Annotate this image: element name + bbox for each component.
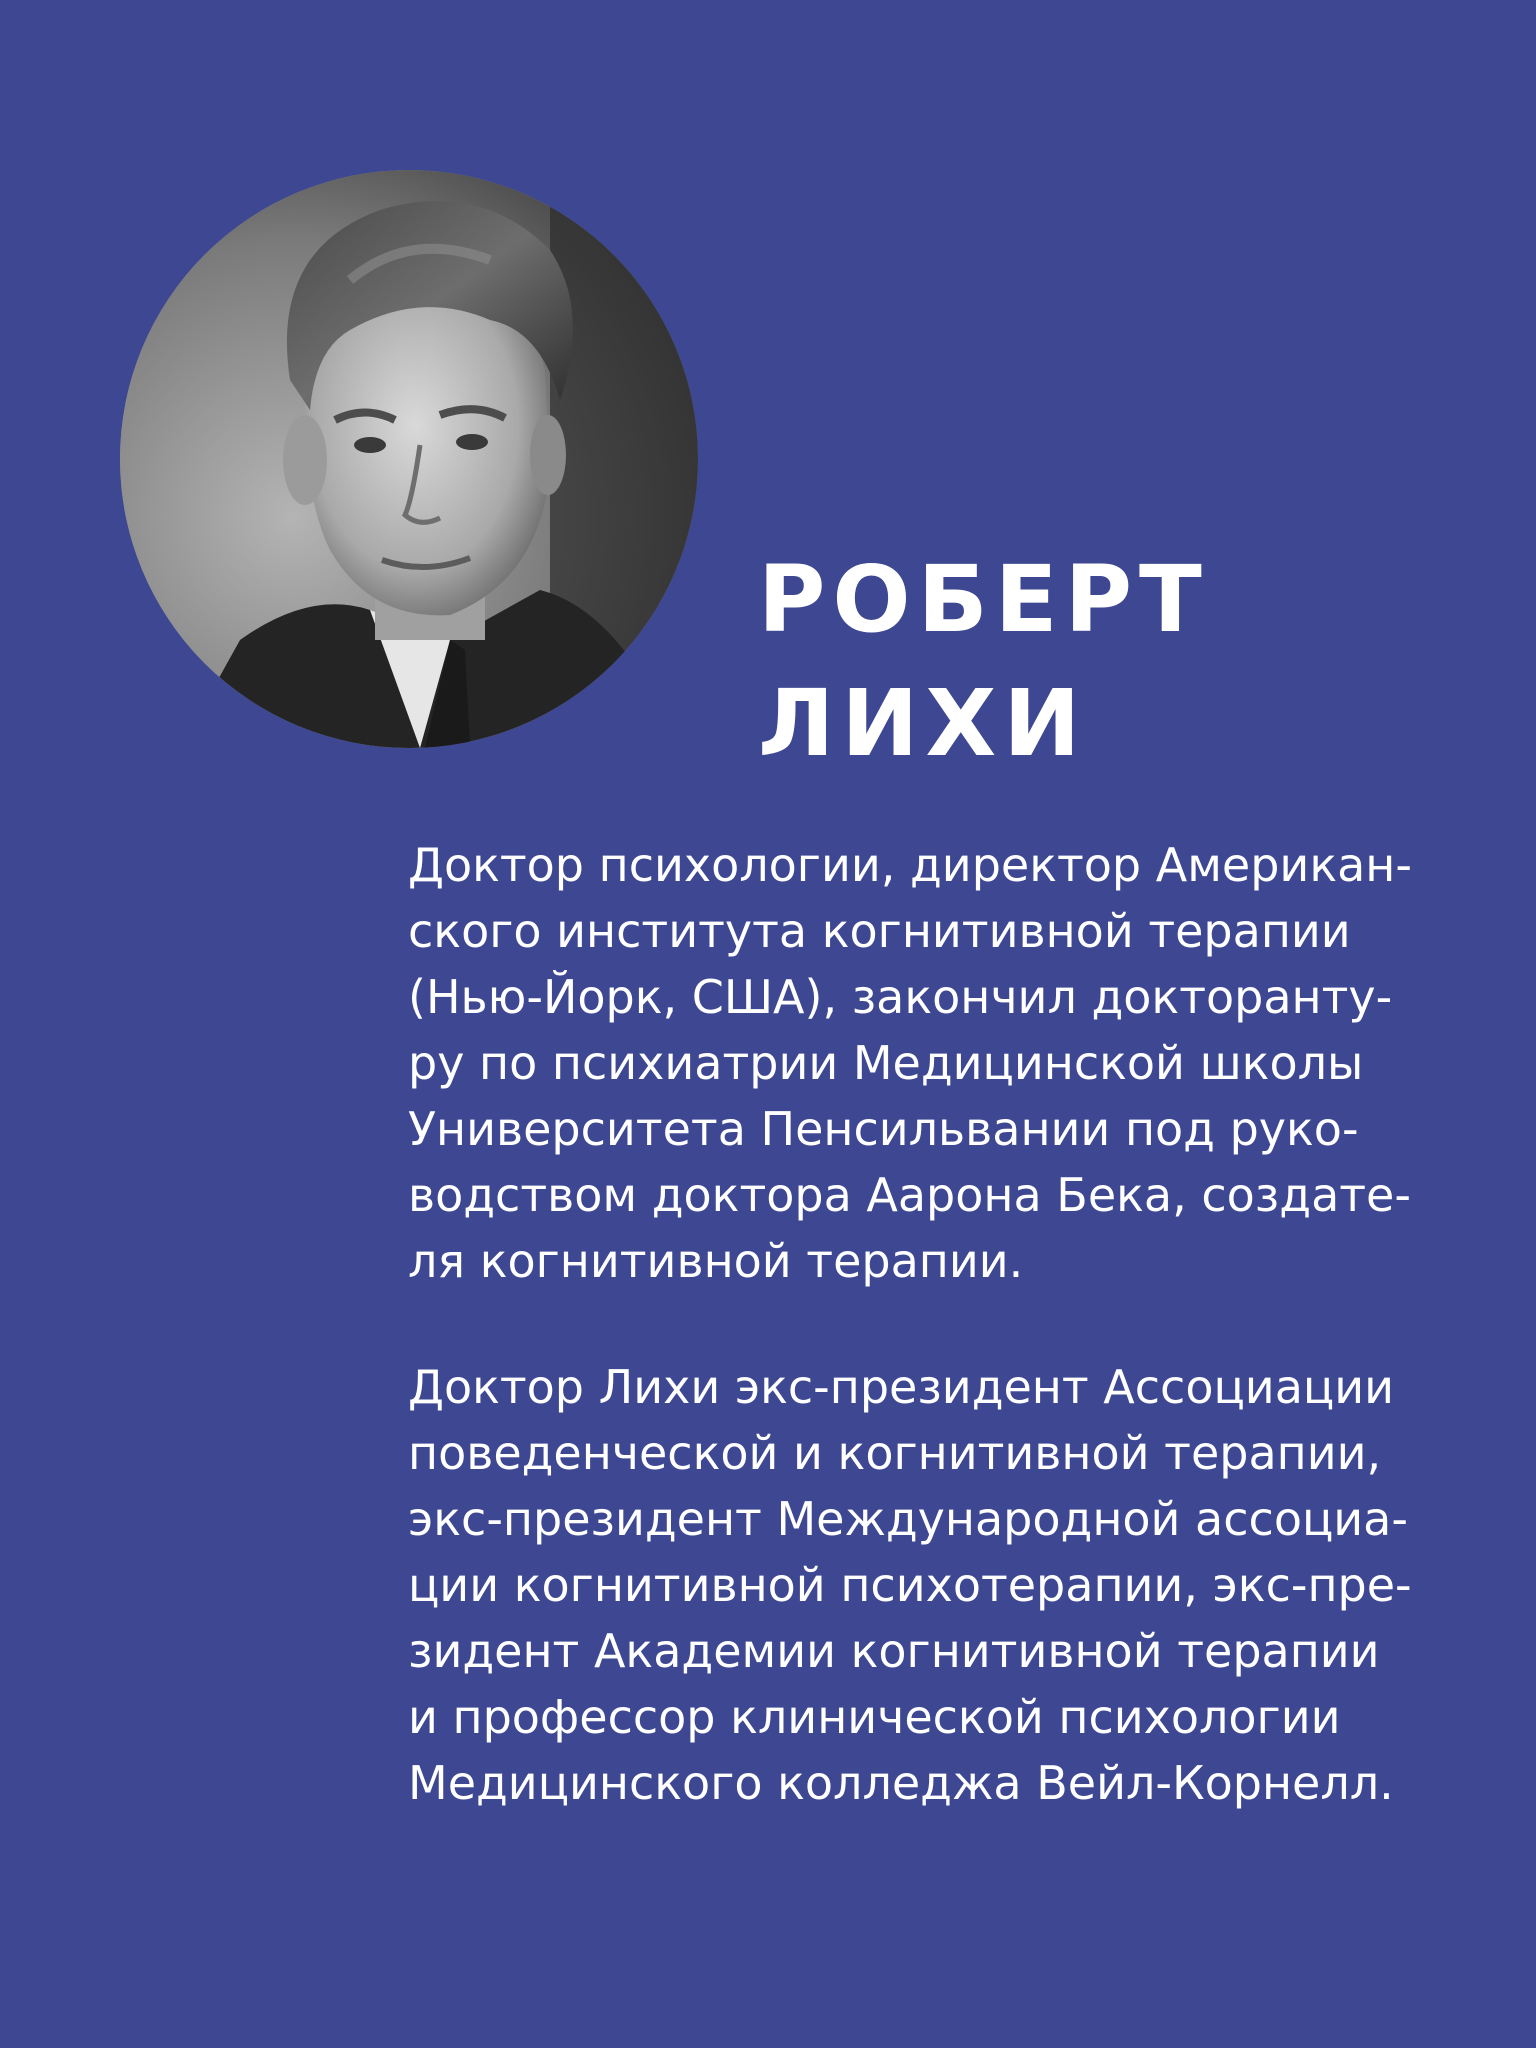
bio-line: и профессор клинической психологии [408, 1690, 1341, 1744]
bio-line: Доктор Лихи экс-президент Ассоциации [408, 1360, 1394, 1414]
bio-paragraph-1 [408, 832, 1488, 1294]
bio-line: водством доктора Аарона Бека, создате- [408, 1168, 1411, 1222]
bio-line: экс-президент Международной ассоциа- [408, 1492, 1408, 1546]
bio-line: Доктор психологии, директор Американ- [408, 838, 1412, 892]
bio-paragraph-2 [408, 1354, 1488, 1816]
bio-line: ции когнитивной психотерапии, экс-пре- [408, 1558, 1412, 1612]
author-name [758, 538, 1209, 786]
bio-line: ру по психиатрии Медицинской школы [408, 1036, 1364, 1090]
bio-line: ского института когнитивной терапии [408, 904, 1351, 958]
bio-line: (Нью-Йорк, США), закончил докторанту- [408, 970, 1393, 1024]
author-portrait [120, 170, 698, 748]
bio-line: Университета Пенсильвании под руко- [408, 1102, 1359, 1156]
bio-line: ля когнитивной терапии. [408, 1234, 1024, 1288]
bio-line: Медицинского колледжа Вейл-Корнелл. [408, 1756, 1394, 1810]
bio-line: поведенческой и когнитивной терапии, [408, 1426, 1382, 1480]
bio-line: зидент Академии когнитивной терапии [408, 1624, 1380, 1678]
author-last-name: ЛИХИ [758, 670, 1088, 777]
author-first-name: РОБЕРТ [758, 546, 1209, 653]
